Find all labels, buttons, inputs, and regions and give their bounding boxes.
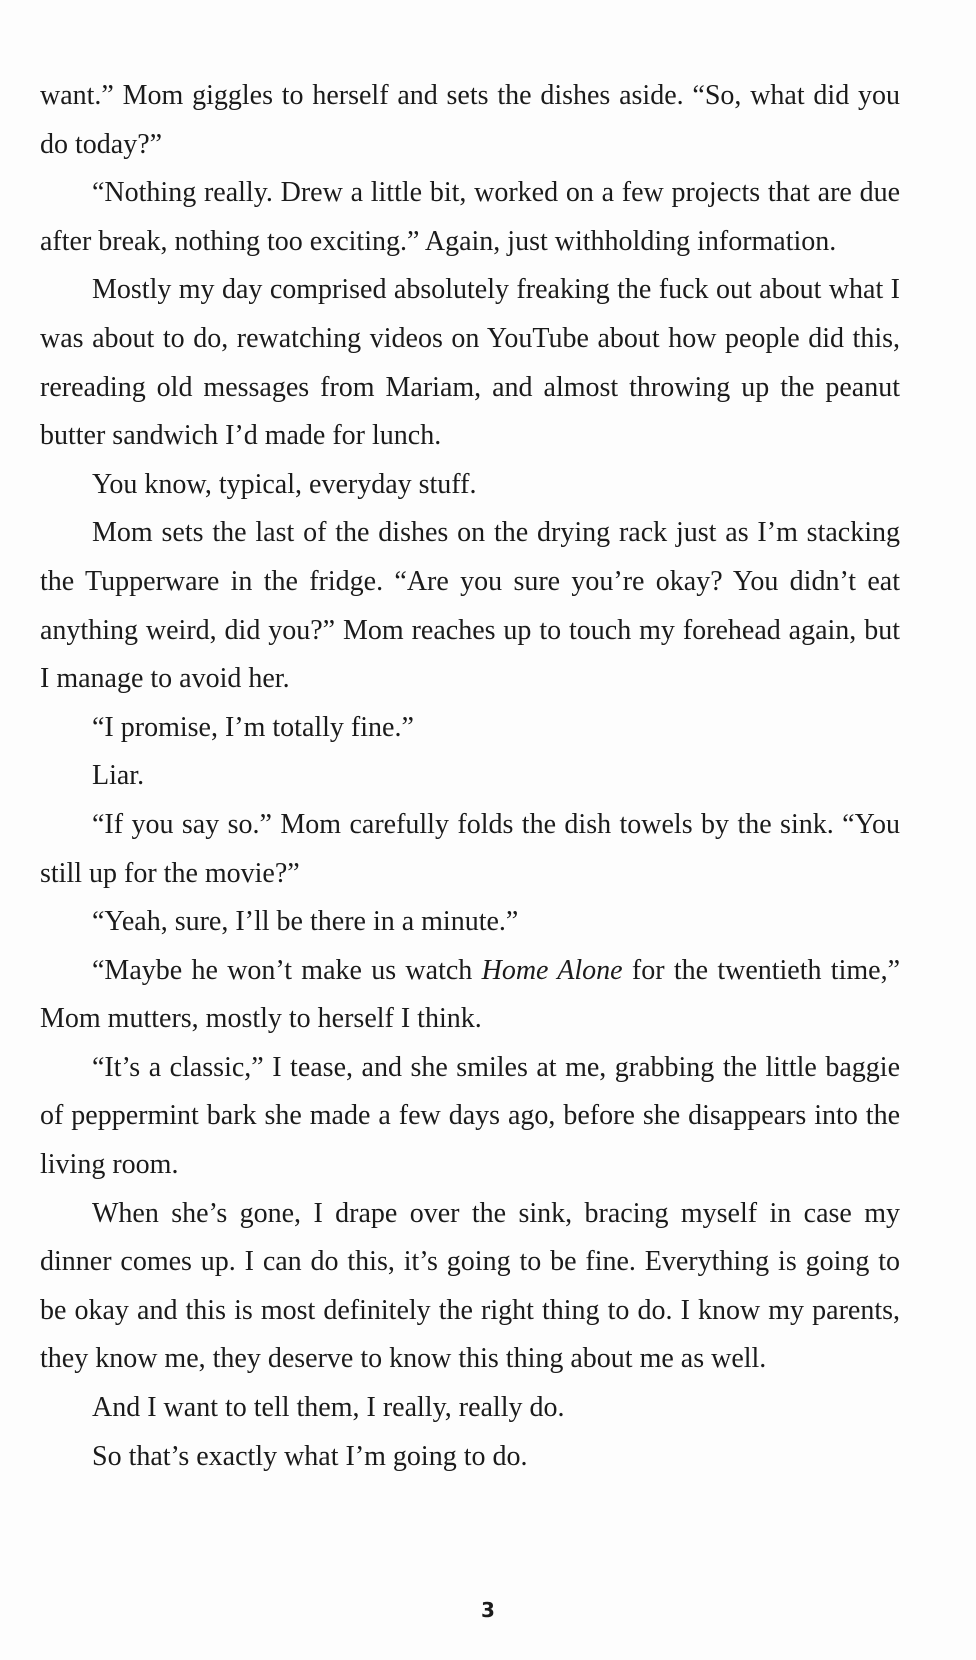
paragraph-5: Mom sets the last of the dishes on the drying rack just as I’m stacking the Tupperware in the fridge. “Are you sure you’re okay? You didn’t eat anything weird, did you?” Mom reaches up to touch my forehead again, but I manage to avoid her. <box>40 517 900 695</box>
paragraph-11: “It’s a classic,” I tease, and she smiles at me, grabbing the little baggie of peppermint bark she made a few days ago, before she disappears into the living room. <box>40 1051 900 1181</box>
paragraph-1: want.” Mom giggles to herself and sets the dishes aside. “So, what did you do today?” <box>40 80 900 160</box>
paragraph-14: So that’s exactly what I’m going to do. <box>92 1440 528 1472</box>
paragraph-6: “I promise, I’m totally fine.” <box>92 711 414 743</box>
paragraph-9: “Yeah, sure, I’ll be there in a minute.” <box>92 906 519 938</box>
paragraph-8: “If you say so.” Mom carefully folds the dish towels by the sink. “You still up for the movie?” <box>40 808 900 889</box>
paragraph-4: You know, typical, everyday stuff. <box>92 468 477 500</box>
movie-title: Home Alone <box>481 954 623 986</box>
paragraph-10 <box>40 947 900 1044</box>
paragraph-13: And I want to tell them, I really, really do. <box>92 1392 565 1424</box>
body-text <box>40 72 900 1481</box>
paragraph-12: When she’s gone, I drape over the sink, bracing myself in case my dinner comes up. I can do this, it’s going to be fine. Everything is going to be okay and this is most definitely the right thing to do. I know my parents, they know me, they deserve to know this thing about me as well. <box>40 1197 900 1375</box>
paragraph-10-after: for the twentieth time,” Mom mutters, mostly to herself I think. <box>40 954 901 1035</box>
page-number: 3 <box>481 1598 495 1622</box>
paragraph-7: Liar. <box>92 760 145 792</box>
paragraph-2: “Nothing really. Drew a little bit, worked on a few projects that are due after break, nothing too exciting.” Again, just withholding information. <box>40 177 900 257</box>
paragraph-3: Mostly my day comprised absolutely freaking the fuck out about what I was about to do, rewatching videos on YouTube about how people did this, rereading old messages from Mariam, and almost throwing up the peanut butter sandwich I’d made for lunch. <box>40 274 900 452</box>
paragraph-10-before: “Maybe he won’t make us watch <box>92 954 482 986</box>
